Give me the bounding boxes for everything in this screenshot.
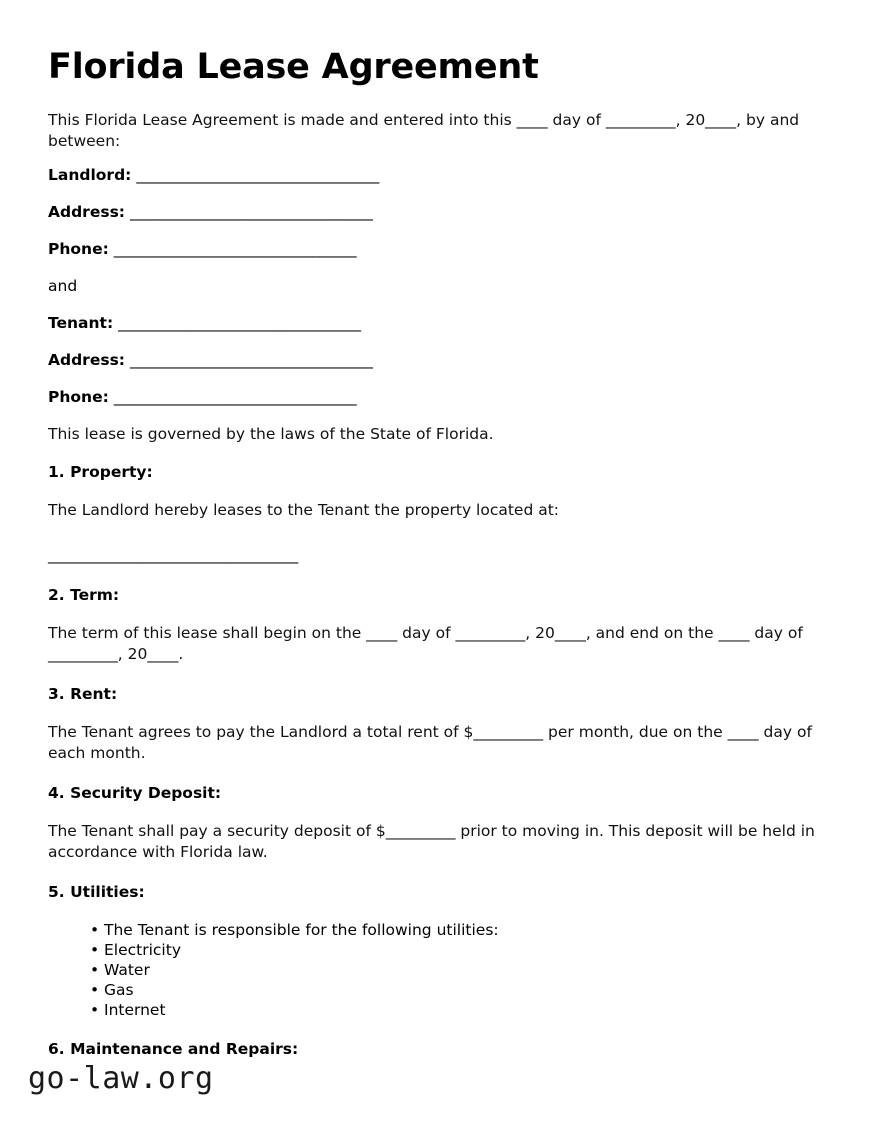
landlord-address-label: Address: [48, 203, 125, 221]
section-heading-term: 2. Term: [48, 586, 120, 604]
tenant-address-label: Address: [48, 351, 125, 369]
list-item: • The Tenant is responsible for the following utilities: [90, 920, 820, 940]
tenant-name-row [48, 313, 820, 334]
section-heading-security-deposit: 4. Security Deposit: [48, 784, 222, 802]
section-heading-maintenance-and-repairs: 6. Maintenance and Repairs: [48, 1040, 299, 1058]
governing-law-paragraph: This lease is governed by the laws of the State of Florida. [48, 425, 494, 443]
section-body-property: The Landlord hereby leases to the Tenant the property located at: [48, 501, 560, 519]
utilities-list [48, 920, 820, 1020]
tenant-phone-label: Phone: [48, 388, 109, 406]
section-body-rent: The Tenant agrees to pay the Landlord a total rent of $_________ per month, due on the ____ day of each month. [48, 723, 812, 762]
tenant-phone-row [48, 387, 820, 408]
section-heading-rent: 3. Rent: [48, 685, 118, 703]
landlord-name-blank[interactable]: _________________________________ [136, 166, 379, 184]
site-logo: go-law.org [28, 1061, 214, 1096]
tenant-name-blank[interactable]: _________________________________ [118, 314, 361, 332]
page-title: Florida Lease Agreement [48, 47, 539, 87]
tenant-address-row [48, 350, 820, 371]
list-item: • Electricity [90, 940, 820, 960]
landlord-phone-blank[interactable]: _________________________________ [113, 240, 357, 258]
tenant-phone-blank[interactable]: _________________________________ [113, 388, 357, 406]
document-content [48, 46, 820, 1077]
landlord-address-blank[interactable]: _________________________________ [129, 203, 373, 221]
landlord-address-row [48, 202, 820, 223]
section-body-term: The term of this lease shall begin on the ____ day of _________, 20____, and end on the ____ day of _________, 20____. [48, 624, 803, 663]
list-item: • Water [90, 960, 820, 980]
tenant-name-label: Tenant: [48, 314, 114, 332]
conjunction-and: and [48, 277, 78, 295]
section-heading-property: 1. Property: [48, 463, 153, 481]
intro-paragraph: This Florida Lease Agreement is made and entered into this ____ day of _________, 20____, by and between: [48, 111, 800, 150]
list-item: • Internet [90, 1000, 820, 1020]
landlord-name-row [48, 165, 820, 186]
list-item: • Gas [90, 980, 820, 1000]
landlord-phone-label: Phone: [48, 240, 109, 258]
landlord-name-label: Landlord: [48, 166, 132, 184]
section-body-security-deposit: The Tenant shall pay a security deposit of $_________ prior to moving in. This deposit will be held in accordance with Florida law. [48, 822, 815, 861]
tenant-address-blank[interactable]: _________________________________ [129, 351, 373, 369]
landlord-phone-row [48, 239, 820, 260]
section-heading-utilities: 5. Utilities: [48, 883, 145, 901]
property-address-blank[interactable]: __________________________________ [48, 546, 298, 564]
